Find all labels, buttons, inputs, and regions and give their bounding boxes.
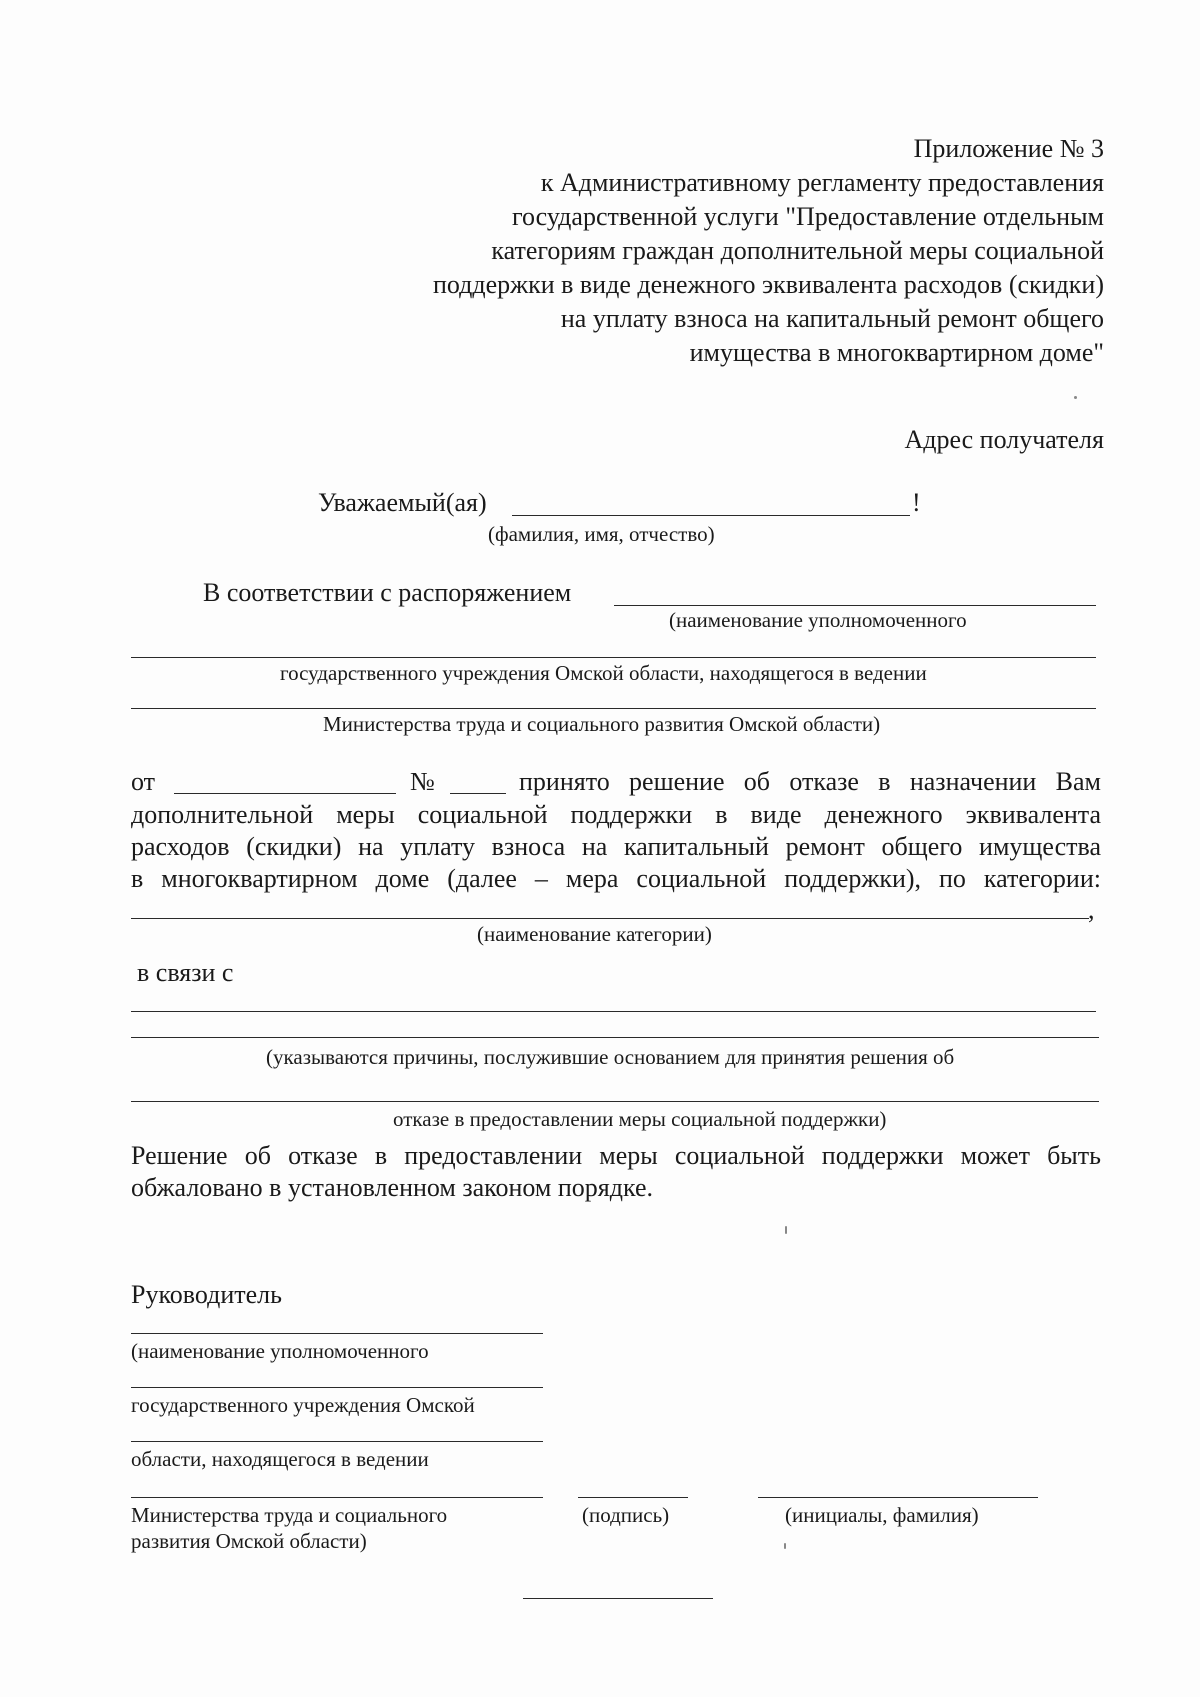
decision-line-2: дополнительной меры социальной поддержки в виде денежного эквивалента	[131, 800, 1101, 829]
order-caption-3: Министерства труда и социального развития Омской области)	[323, 712, 881, 736]
recipient-name-caption: (фамилия, имя, отчество)	[488, 522, 715, 546]
initials-caption: (инициалы, фамилия)	[785, 1503, 979, 1527]
recipient-address: Адрес получателя	[904, 425, 1104, 454]
appendix-number: Приложение № 3	[913, 134, 1104, 163]
decision-from: от	[131, 767, 156, 796]
appeal-paragraph	[131, 1140, 1101, 1204]
header-line: поддержки в виде денежного эквивалента расходов (скидки)	[432, 270, 1104, 299]
decision-number-field[interactable]	[450, 793, 506, 794]
signature-field[interactable]	[578, 1497, 688, 1498]
recipient-name-field[interactable]	[512, 515, 910, 516]
closing-rule	[523, 1598, 713, 1599]
org-name-field-4[interactable]	[131, 1497, 543, 1498]
decision-line-1: принято решение об отказе в назначении Вам	[519, 767, 1101, 796]
org-caption-2: государственного учреждения Омской	[131, 1393, 475, 1417]
decision-number-sign: №	[410, 767, 435, 796]
reason-field-3[interactable]	[131, 1101, 1099, 1102]
signature-head: Руководитель	[131, 1280, 282, 1309]
scan-speck	[1074, 396, 1077, 399]
order-org-field[interactable]	[131, 657, 1096, 658]
initials-field[interactable]	[758, 1497, 1038, 1498]
order-caption-2: государственного учреждения Омской области, находящегося в ведении	[280, 661, 927, 685]
reason-caption-2: отказе в предоставлении меры социальной поддержки)	[393, 1107, 887, 1131]
header-line: на уплату взноса на капитальный ремонт общего	[560, 304, 1104, 333]
scan-speck	[785, 1226, 787, 1234]
appendix-header	[433, 132, 1104, 370]
salutation-exclamation: !	[912, 488, 921, 517]
reason-field-1[interactable]	[131, 1011, 1096, 1012]
org-name-field-2[interactable]	[131, 1387, 543, 1388]
org-caption-1: (наименование уполномоченного	[131, 1339, 429, 1363]
appeal-line-2: обжаловано в установленном законом порядке.	[131, 1173, 653, 1202]
order-lead: В соответствии с распоряжением	[203, 578, 572, 607]
category-comma: ,	[1088, 895, 1095, 924]
order-field[interactable]	[614, 605, 1096, 606]
category-field[interactable]	[131, 918, 1089, 919]
header-line: государственной услуги "Предоставление отдельным	[511, 202, 1104, 231]
org-caption-4: Министерства труда и социального	[131, 1503, 448, 1527]
header-line: имущества в многоквартирном доме"	[689, 338, 1104, 367]
org-name-field-1[interactable]	[131, 1333, 543, 1334]
order-ministry-field[interactable]	[131, 708, 1096, 709]
decision-date-field[interactable]	[174, 793, 396, 794]
decision-line-3: расходов (скидки) на уплату взноса на капитальный ремонт общего имущества	[131, 832, 1101, 861]
reason-lead: в связи с	[137, 958, 234, 987]
signature-caption: (подпись)	[582, 1503, 670, 1527]
header-line: категориям граждан дополнительной меры социальной	[491, 236, 1104, 265]
decision-paragraph	[131, 799, 1101, 895]
category-caption: (наименование категории)	[477, 922, 712, 946]
org-name-field-3[interactable]	[131, 1441, 543, 1442]
header-line: к Административному регламенту предоставления	[540, 168, 1104, 197]
order-caption-1: (наименование уполномоченного	[669, 608, 967, 632]
scan-speck	[784, 1543, 786, 1549]
org-caption-5: развития Омской области)	[131, 1529, 367, 1553]
reason-caption-1: (указываются причины, послужившие основанием для принятия решения об	[266, 1045, 955, 1069]
org-caption-3: области, находящегося в ведении	[131, 1447, 429, 1471]
appeal-line-1: Решение об отказе в предоставлении меры социальной поддержки может быть	[131, 1141, 1101, 1170]
decision-line-4: в многоквартирном доме (далее – мера социальной поддержки), по категории:	[131, 864, 1101, 893]
salutation-text: Уважаемый(ая)	[318, 488, 487, 517]
reason-field-2[interactable]	[131, 1037, 1099, 1038]
